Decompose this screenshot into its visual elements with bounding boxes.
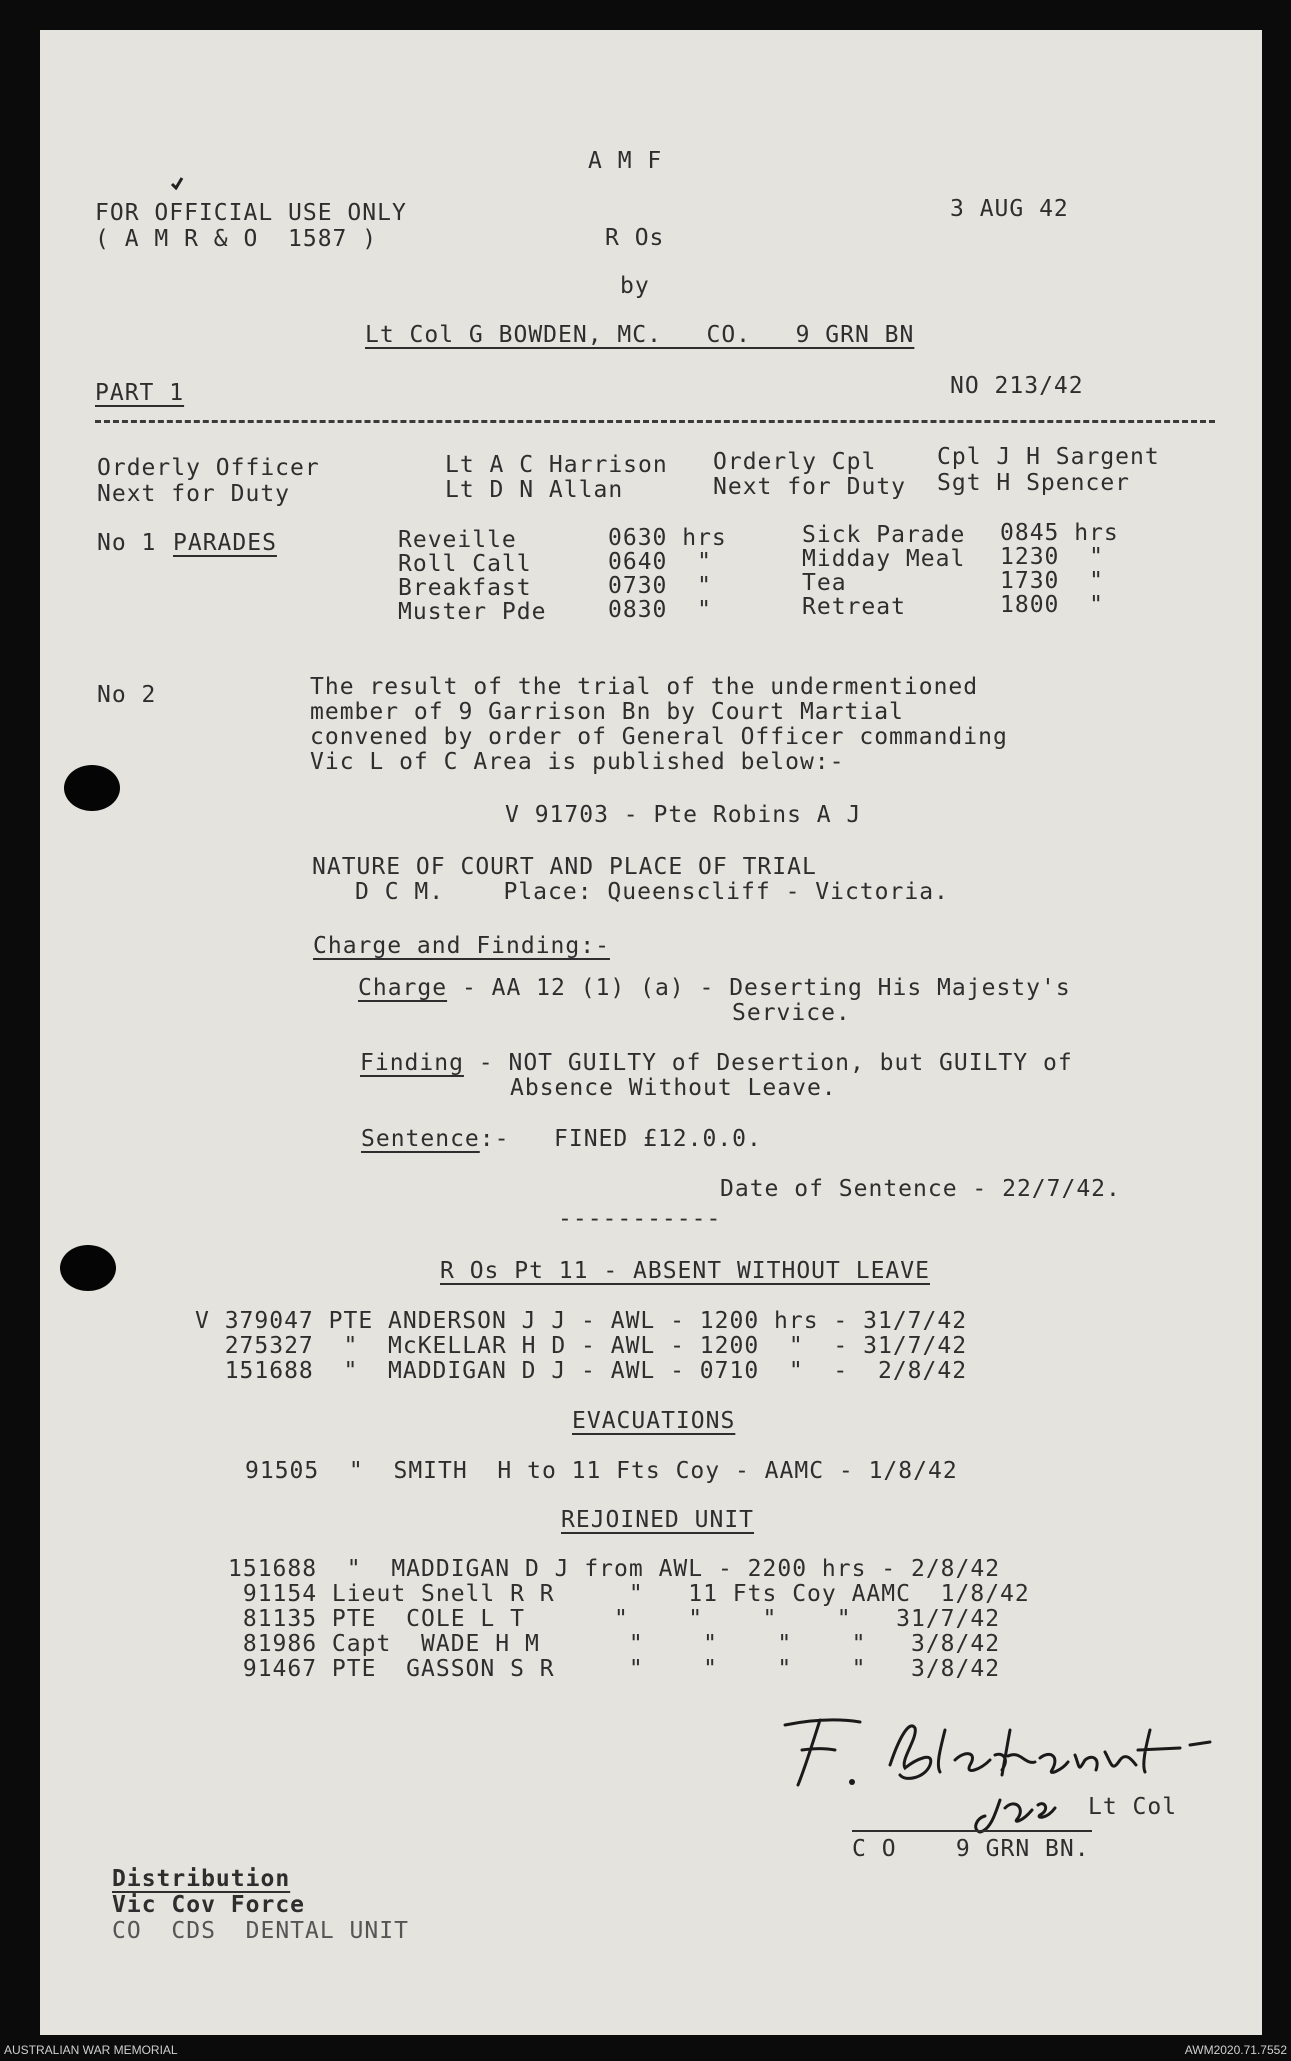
trial-intro-line: The result of the trial of the undermentioned	[310, 674, 979, 700]
handwritten-signature	[740, 1690, 1260, 1840]
rejoined-row: 91154 Lieut Snell R R " 11 Fts Coy AAMC 1/8/42	[228, 1581, 1030, 1607]
sentence-date: Date of Sentence - 22/7/42.	[720, 1176, 1121, 1202]
rejoined-heading: REJOINED UNIT	[561, 1507, 755, 1533]
reference: ( A M R & O 1587 )	[95, 226, 378, 252]
finding-text: - NOT GUILTY of Desertion, but GUILTY of	[463, 1050, 1073, 1076]
charge-finding-heading: Charge and Finding:-	[313, 933, 610, 959]
signatory-rank: Lt Col	[1088, 1794, 1178, 1820]
by-line: by	[620, 273, 650, 299]
rejoined-row: 151688 " MADDIGAN D J from AWL - 2200 hrs - 2/8/42	[228, 1556, 1001, 1582]
parade-name: Tea	[802, 570, 847, 596]
item-number-2: No 2	[97, 682, 157, 708]
org-heading: A M F	[588, 148, 663, 174]
archive-credit: AUSTRALIAN WAR MEMORIAL	[4, 2043, 178, 2057]
archive-reference: AWM2020.71.7552	[1184, 2043, 1287, 2057]
signature-rule	[852, 1830, 1092, 1832]
document-date: 3 AUG 42	[950, 196, 1069, 222]
parade-name: Muster Pde	[398, 599, 547, 625]
parade-name: Midday Meal	[802, 546, 966, 572]
parade-name: Sick Parade	[802, 522, 966, 548]
document-page	[40, 30, 1262, 2035]
punch-hole	[60, 1245, 116, 1291]
charge-text: - AA 12 (1) (a) - Deserting His Majesty's	[447, 975, 1071, 1001]
punch-hole	[64, 765, 120, 811]
parade-time: 0830 "	[608, 597, 712, 623]
evacuations-heading: EVACUATIONS	[572, 1408, 736, 1434]
distribution-line: CO CDS DENTAL UNIT	[112, 1918, 409, 1944]
parade-time: 1730 "	[1000, 568, 1104, 594]
parade-time: 1230 "	[1000, 544, 1104, 570]
next-cpl: Sgt H Spencer	[937, 470, 1131, 496]
item-number-1: No 1	[97, 530, 157, 556]
awl-row: 151688 " MADDIGAN D J - AWL - 0710 " - 2/8/42	[195, 1358, 968, 1384]
orderly-officer: Lt A C Harrison	[445, 452, 668, 478]
sentence-text: :- FINED £12.0.0.	[479, 1126, 762, 1152]
court-details: D C M. Place: Queenscliff - Victoria.	[355, 879, 949, 905]
classification: FOR OFFICIAL USE ONLY	[95, 200, 407, 226]
orderly-officer-label: Orderly Officer	[97, 455, 320, 481]
finding-label: Finding	[360, 1050, 464, 1076]
dashed-rule	[95, 420, 1215, 423]
charge-line	[358, 975, 1071, 1001]
next-for-duty-label: Next for Duty	[97, 481, 291, 507]
document-title: R Os	[605, 225, 665, 251]
accused-name: V 91703 - Pte Robins A J	[505, 802, 862, 828]
sentence-label: Sentence	[361, 1126, 480, 1152]
trial-intro-line: Vic L of C Area is published below:-	[310, 749, 845, 775]
tick-mark-icon	[170, 176, 184, 190]
signatory-office: C O 9 GRN BN.	[852, 1836, 1090, 1862]
charge-text-continued: Service.	[732, 1000, 851, 1026]
awl-row: V 379047 PTE ANDERSON J J - AWL - 1200 hrs - 31/7/42	[195, 1308, 968, 1334]
orderly-cpl-label: Orderly Cpl	[713, 449, 877, 475]
finding-text-continued: Absence Without Leave.	[510, 1075, 837, 1101]
trial-intro-line: member of 9 Garrison Bn by Court Martial	[310, 699, 904, 725]
issuing-officer: Lt Col G BOWDEN, MC. CO. 9 GRN BN	[365, 322, 915, 348]
court-heading: NATURE OF COURT AND PLACE OF TRIAL	[312, 854, 817, 880]
parade-time: 0640 "	[608, 549, 712, 575]
parade-name: Breakfast	[398, 575, 532, 601]
finding-line	[360, 1050, 1073, 1076]
distribution-line: Vic Cov Force	[112, 1892, 306, 1918]
parade-name: Roll Call	[398, 551, 532, 577]
next-for-duty-label-2: Next for Duty	[713, 474, 907, 500]
parade-name: Retreat	[802, 594, 906, 620]
awl-row: 275327 " McKELLAR H D - AWL - 1200 " - 31/7/42	[195, 1333, 968, 1359]
distribution-heading: Distribution	[112, 1866, 291, 1892]
rejoined-row: 81986 Capt WADE H M " " " " 3/8/42	[228, 1631, 1001, 1657]
parade-time: 0845 hrs	[1000, 520, 1119, 546]
rejoined-row: 91467 PTE GASSON S R " " " " 3/8/42	[228, 1656, 1001, 1682]
awl-heading: R Os Pt 11 - ABSENT WITHOUT LEAVE	[440, 1258, 930, 1284]
parade-time: 0730 "	[608, 573, 712, 599]
section-separator: -----------	[558, 1206, 722, 1232]
sentence-line	[361, 1126, 762, 1152]
parades-heading: PARADES	[173, 530, 277, 556]
parade-time: 1800 "	[1000, 592, 1104, 618]
parade-time: 0630 hrs	[608, 525, 727, 551]
trial-intro-line: convened by order of General Officer commanding	[310, 724, 1008, 750]
order-number: NO 213/42	[950, 373, 1084, 399]
evacuation-row: 91505 " SMITH H to 11 Fts Coy - AAMC - 1/8/42	[245, 1458, 958, 1484]
rejoined-row: 81135 PTE COLE L T " " " " 31/7/42	[228, 1606, 1001, 1632]
part-label: PART 1	[95, 380, 185, 406]
orderly-cpl: Cpl J H Sargent	[937, 444, 1160, 470]
next-officer: Lt D N Allan	[445, 477, 624, 503]
charge-label: Charge	[358, 975, 448, 1001]
parade-name: Reveille	[398, 527, 517, 553]
